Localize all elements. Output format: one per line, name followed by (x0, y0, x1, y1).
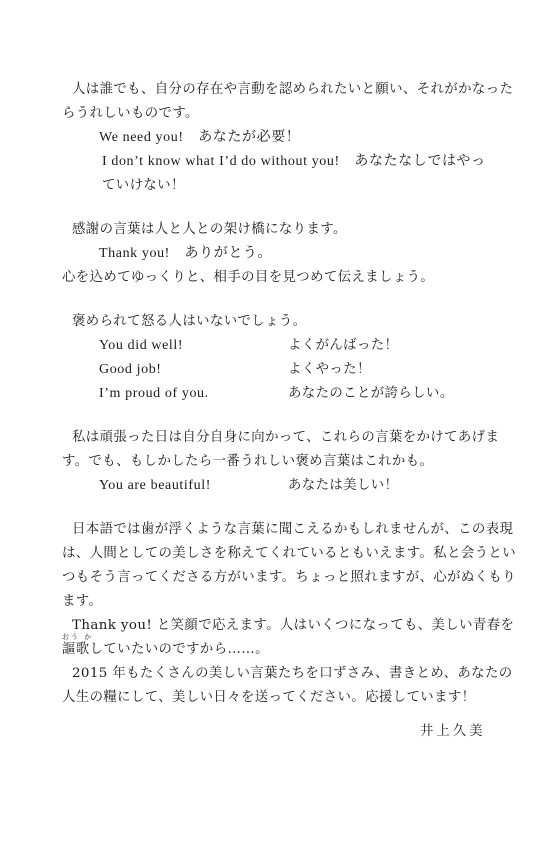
text-line: 心を込めてゆっくりと、相手の目を見つめて伝えましょう。 (62, 270, 435, 285)
phrase-japanese: あなたは美しい！ (288, 478, 399, 493)
text-line: 2015 年もたくさんの美しい言葉たちを口ずさみ、書きとめ、あなたの (72, 666, 513, 681)
example-phrase: I don’t know what I’d do without you! あなたなしではやっ (102, 154, 486, 169)
furigana: おう か (62, 633, 94, 641)
text-line-with-ruby (62, 633, 269, 658)
ruby-kanji: 謳 (62, 642, 76, 657)
phrase-japanese: あなたのことが誇らしい。 (288, 386, 454, 401)
text-line: つもそう言ってくださる方がいます。ちょっと照れますが、心がぬくもり (62, 570, 517, 585)
text-line: ていけない！ (102, 178, 185, 193)
ruby-annotated-word (62, 633, 94, 658)
phrase-english: I’m proud of you. (99, 386, 209, 401)
phrase-japanese: よくがんばった！ (288, 338, 399, 353)
text-line: す。でも、もしかしたら一番うれしい褒め言葉はこれかも。 (62, 454, 434, 469)
text-segment: していたいのですから……。 (89, 642, 269, 657)
text-line: らうれしいものです。 (62, 106, 199, 121)
ruby-kanji: 歌 (75, 642, 90, 657)
phrase-english: Good job! (99, 362, 162, 377)
example-phrase: Thank you! ありがとう。 (99, 246, 273, 261)
text-line: ます。 (62, 594, 103, 609)
phrase-japanese: よくやった！ (288, 362, 371, 377)
example-phrase: We need you! あなたが必要！ (99, 130, 301, 145)
text-line: 人は誰でも、自分の存在や言動を認められたいと願い、それがかなった (72, 82, 514, 97)
author-signature: 井上久美 (420, 724, 486, 739)
text-line: Thank you! と笑顔で応えます。人はいくつになっても、美しい青春を (72, 618, 515, 633)
phrase-english: You are beautiful! (99, 478, 212, 493)
phrase-english: You did well! (99, 338, 184, 353)
text-line: 感謝の言葉は人と人との架け橋になります。 (72, 222, 347, 237)
text-line: は、人間としての美しさを称えてくれているともいえます。私と会うとい (62, 546, 517, 561)
text-line: 私は頑張った日は自分自身に向かって、これらの言葉をかけてあげま (72, 430, 500, 445)
text-line: 日本語では歯が浮くような言葉に聞こえるかもしれませんが、この表現 (72, 522, 514, 537)
text-line: 人生の糧にして、美しい日々を送ってください。応援しています！ (62, 690, 476, 705)
text-line: 褒められて怒る人はいないでしょう。 (72, 314, 307, 329)
